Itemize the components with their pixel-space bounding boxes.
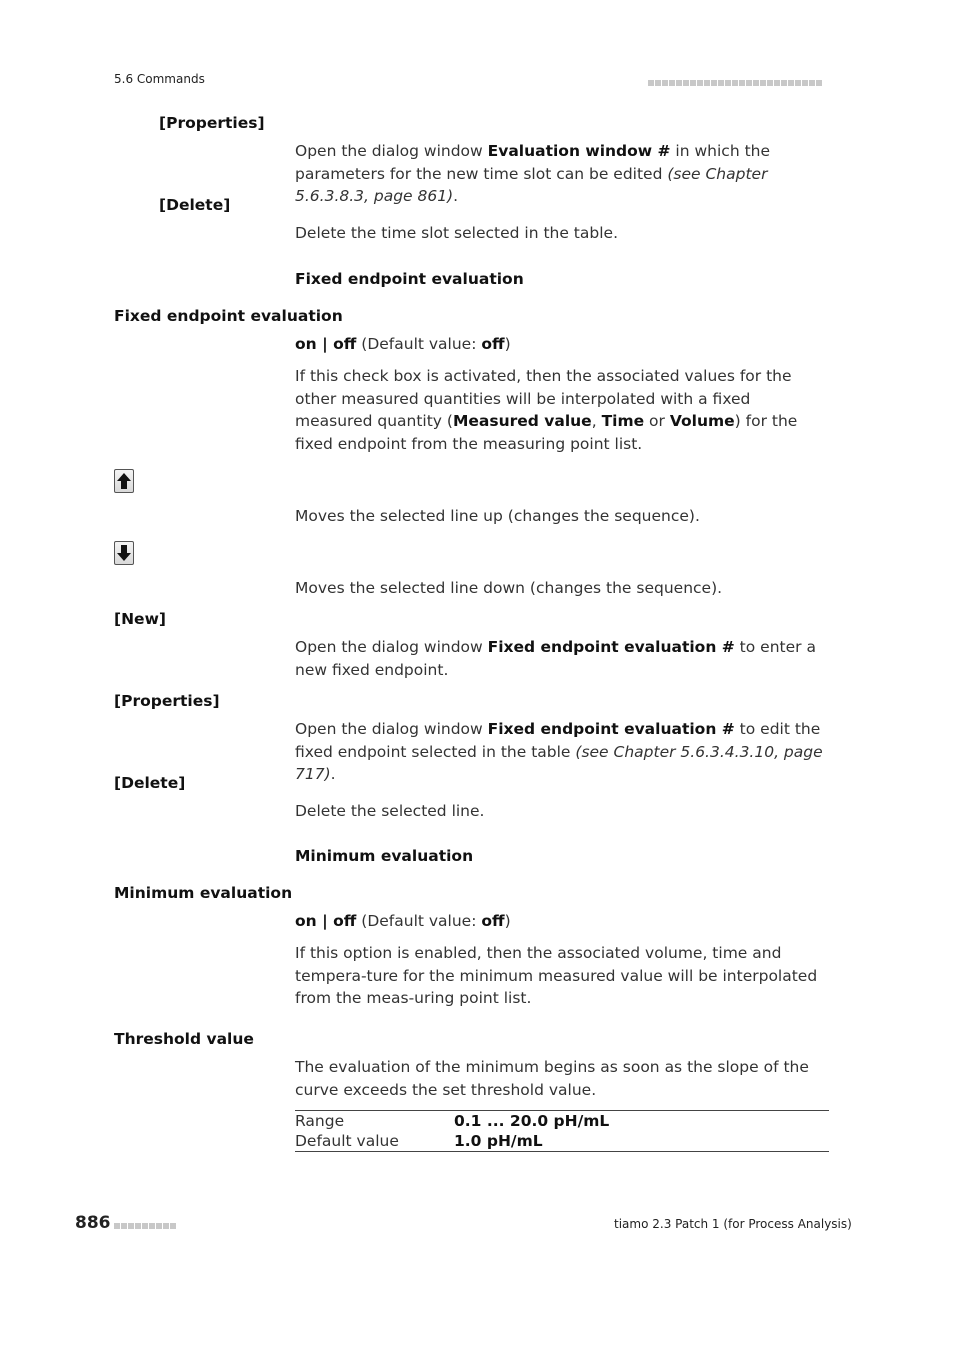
chapter-reference-link[interactable]: (see Chapter 5.6.3.8.3, page 861): [295, 164, 768, 205]
move-down-description: Moves the selected line down (changes the sequence).: [295, 579, 723, 597]
minimum-evaluation-heading: Minimum evaluation: [295, 847, 474, 865]
delete-description: Delete the time slot selected in the table.: [295, 224, 618, 242]
minimum-evaluation-description: If this option is enabled, then the associated volume, time and tempera-ture for the minimum measured value will be interpolated from the meas-uring point list.: [295, 944, 818, 1007]
arrow-up-icon[interactable]: [114, 469, 134, 493]
delete-button-label: [Delete]: [159, 196, 231, 214]
new-description: Open the dialog window Fixed endpoint evaluation # to enter a new fixed endpoint.: [295, 638, 816, 679]
threshold-value-label: Threshold value: [114, 1030, 254, 1048]
fixed-endpoint-description: If this check box is activated, then the associated values for the other measured quantities will be interpolated with a fixed measured quantity (Measured value, Time or Volume) for the fixed endpoint from the measuring point list.: [295, 367, 798, 453]
arrow-down-icon[interactable]: [114, 541, 134, 565]
threshold-range-table: [295, 1110, 829, 1152]
move-up-description: Moves the selected line up (changes the sequence).: [295, 507, 700, 525]
footer-decor-squares: [114, 1215, 177, 1234]
new-button-label: [New]: [114, 610, 166, 628]
running-header-section: 5.6 Commands: [114, 72, 205, 86]
header-decor-squares: [648, 72, 823, 91]
table-row: [295, 1131, 829, 1151]
page-number: 886: [75, 1213, 111, 1233]
range-label: Range: [295, 1112, 345, 1130]
properties-description: Open the dialog window Evaluation window # in which the parameters for the new time slot can be edited (see Chapter 5.6.3.8.3, page 861).: [295, 142, 771, 205]
properties-description-2: Open the dialog window Fixed endpoint evaluation # to edit the fixed endpoint selected in the table (see Chapter 5.6.3.4.3.10, page 717).: [295, 720, 823, 783]
fixed-endpoint-heading: Fixed endpoint evaluation: [295, 270, 524, 288]
fixed-endpoint-param-label: Fixed endpoint evaluation: [114, 307, 343, 325]
delete-button-label-2: [Delete]: [114, 774, 186, 792]
default-value: 1.0 pH/mL: [454, 1132, 543, 1150]
chapter-reference-link-2[interactable]: (see Chapter 5.6.3.4.3.10, page 717): [295, 742, 823, 783]
default-value-label: Default value: [295, 1132, 399, 1150]
properties-button-label-2: [Properties]: [114, 692, 220, 710]
delete-description-2: Delete the selected line.: [295, 802, 485, 820]
range-value: 0.1 ... 20.0 pH/mL: [454, 1112, 610, 1130]
minimum-evaluation-param-label: Minimum evaluation: [114, 884, 293, 902]
minimum-evaluation-options: on | off (Default value: off): [295, 912, 511, 930]
fixed-endpoint-options: on | off (Default value: off): [295, 335, 511, 353]
table-row: [295, 1111, 829, 1131]
footer-product-title: tiamo 2.3 Patch 1 (for Process Analysis): [614, 1217, 852, 1231]
properties-button-label: [Properties]: [159, 114, 265, 132]
threshold-description: The evaluation of the minimum begins as soon as the slope of the curve exceeds the set threshold value.: [295, 1058, 809, 1099]
